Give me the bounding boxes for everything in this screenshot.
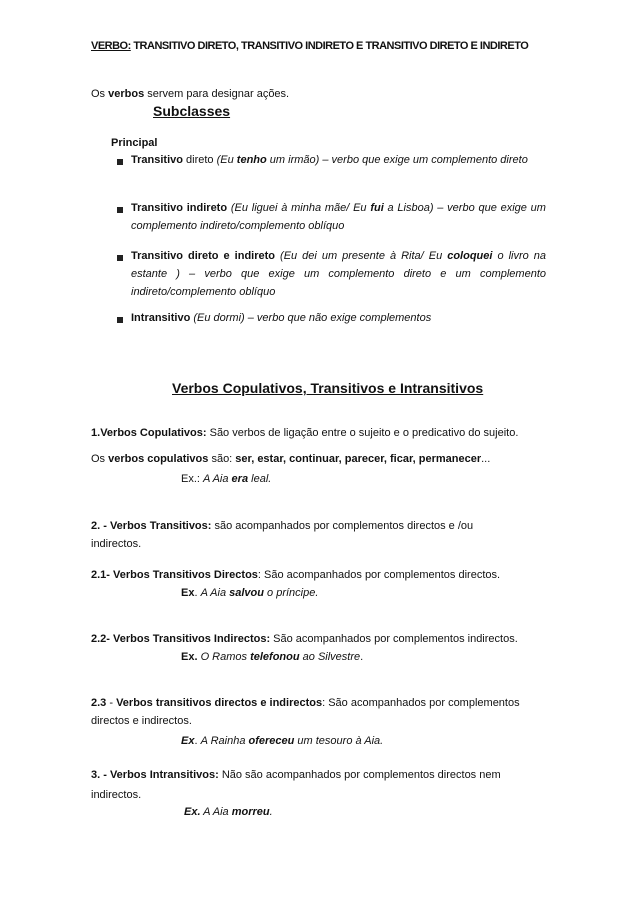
transitivos-line1	[91, 520, 473, 532]
td-ex: Ex	[181, 587, 195, 599]
td-ex-sep: .	[194, 587, 201, 599]
item-ex1: (Eu liguei à minha mãe/ Eu	[230, 202, 371, 214]
td-num: 2.1	[91, 569, 107, 581]
td-ex-b: salvou	[229, 587, 264, 599]
item-desc: – verbo que não exige complementos	[244, 312, 432, 324]
tdi-label: Verbos transitivos directos e indirectos	[116, 697, 323, 709]
intro-pre: Os	[91, 88, 109, 100]
ex-i2: leal.	[248, 473, 272, 485]
copulativos-text: São verbos de ligação entre o sujeito e o predicativo do sujeito.	[206, 427, 519, 439]
bullet-icon	[117, 317, 123, 323]
intro-post: servem para designar ações.	[144, 88, 290, 100]
transitivos-line2: indirectos.	[91, 538, 142, 550]
ti-ex-i1: O Ramos	[197, 651, 251, 663]
line2-bold: verbos copulativos	[108, 453, 209, 465]
bullet-icon	[117, 207, 123, 213]
line2-pre: Os	[91, 453, 109, 465]
item-desc: – verbo que exige um complemento direto e um complemento indireto/complemento oblíquo	[131, 268, 546, 298]
ti-example	[181, 651, 363, 663]
subclasses-title: Subclasses	[153, 103, 231, 119]
intransitivos-label: 3. - Verbos Intransitivos:	[91, 769, 219, 781]
copulativos-label: Verbos Copulativos:	[100, 427, 207, 439]
td-text: : São acompanhados por complementos directos.	[257, 569, 501, 581]
ti-definition	[91, 633, 518, 645]
page-header	[91, 40, 528, 52]
list-item-transitivo-direto-indireto	[131, 247, 546, 301]
item-ex2: um irmão)	[266, 154, 320, 166]
intro-line	[91, 88, 289, 100]
transitivos-text: são acompanhados por complementos directos e /ou	[211, 520, 474, 532]
ti-ex: Ex.	[181, 651, 198, 663]
tdi-line1	[91, 697, 520, 709]
intr-ex: Ex.	[184, 806, 201, 818]
item-desc: – verbo que exige um complemento indireto/complemento oblíquo	[131, 202, 546, 232]
tdi-ex-i1: A Rainha	[200, 735, 249, 747]
item-ex2: a Lisboa)	[383, 202, 434, 214]
item-name: Intransitivo	[131, 312, 191, 324]
bullet-icon	[117, 159, 123, 165]
tdi-ex-i2: um tesouro à Aia.	[294, 735, 384, 747]
item-exb: fui	[370, 202, 384, 214]
item-desc: – verbo que exige um complemento direto	[319, 154, 528, 166]
item-exb: tenho	[236, 154, 267, 166]
intransitivos-example	[184, 806, 273, 818]
copulativos-example	[181, 473, 271, 485]
intro-bold: verbos	[108, 88, 145, 100]
bullet-icon	[117, 255, 123, 261]
tdi-ex-b: ofereceu	[248, 735, 295, 747]
ti-num: 2.2	[91, 633, 107, 645]
line2-end: ...	[481, 453, 491, 465]
td-definition	[91, 569, 500, 581]
tdi-ex: Ex	[181, 735, 195, 747]
ti-label: - Verbos Transitivos Indirectos:	[106, 633, 271, 645]
list-item-transitivo	[131, 151, 546, 169]
transitivos-label: 2. - Verbos Transitivos:	[91, 520, 212, 532]
tdi-num: 2.3	[91, 697, 107, 709]
td-ex-i1: A Aia	[200, 587, 230, 599]
item-mid: direto	[182, 154, 217, 166]
tdi-ex-sep: .	[194, 735, 201, 747]
intransitivos-line1	[91, 769, 501, 781]
copulativos-num: 1.	[91, 427, 101, 439]
td-label: - Verbos Transitivos Directos	[106, 569, 258, 581]
tdi-text: : São acompanhados por complementos	[322, 697, 520, 709]
line2-mid: são:	[208, 453, 236, 465]
item-ex1: (Eu	[216, 154, 237, 166]
ex-b: era	[231, 473, 249, 485]
principal-label: Principal	[111, 137, 158, 149]
intransitivos-text: Não são acompanhados por complementos directos nem	[218, 769, 501, 781]
intr-ex-i1: A Aia	[200, 806, 232, 818]
intr-ex-end: .	[269, 806, 273, 818]
ti-ex-i2: ao Silvestre	[299, 651, 361, 663]
ti-ex-b: telefonou	[250, 651, 300, 663]
ti-text: São acompanhados por complementos indirectos.	[270, 633, 518, 645]
copulativos-list-line	[91, 453, 490, 465]
td-ex-i2: o príncipe.	[263, 587, 319, 599]
tdi-example	[181, 735, 383, 747]
list-item-transitivo-indireto	[131, 199, 546, 235]
header-prefix: VERBO:	[91, 40, 131, 52]
section-title: Verbos Copulativos, Transitivos e Intransitivos	[172, 380, 484, 396]
item-ex1: (Eu dormi)	[193, 312, 245, 324]
item-exb: coloquei	[447, 250, 493, 262]
copulativos-verbs: ser, estar, continuar, parecer, ficar, permanecer	[235, 453, 482, 465]
ex-i1: A Aia	[203, 473, 232, 485]
list-item-intransitivo	[131, 309, 546, 327]
copulativos-definition	[91, 427, 518, 439]
intr-ex-b: morreu	[231, 806, 270, 818]
ex-pre: Ex.:	[181, 473, 204, 485]
header-rest: TRANSITIVO DIRETO, TRANSITIVO INDIRETO E TRANSITIVO DIRETO E INDIRETO	[130, 40, 529, 52]
item-name: Transitivo	[131, 154, 183, 166]
ti-ex-end: .	[360, 651, 364, 663]
tdi-line2: directos e indirectos.	[91, 715, 192, 727]
tdi-dash: -	[106, 697, 117, 709]
item-name: Transitivo direto e indireto	[131, 250, 276, 262]
item-ex1: (Eu dei um presente à Rita/ Eu	[280, 250, 448, 262]
item-ex2: o livro na estante )	[131, 250, 546, 280]
intransitivos-line2: indirectos.	[91, 789, 142, 801]
item-name: Transitivo indireto	[131, 202, 228, 214]
td-example	[181, 587, 318, 599]
